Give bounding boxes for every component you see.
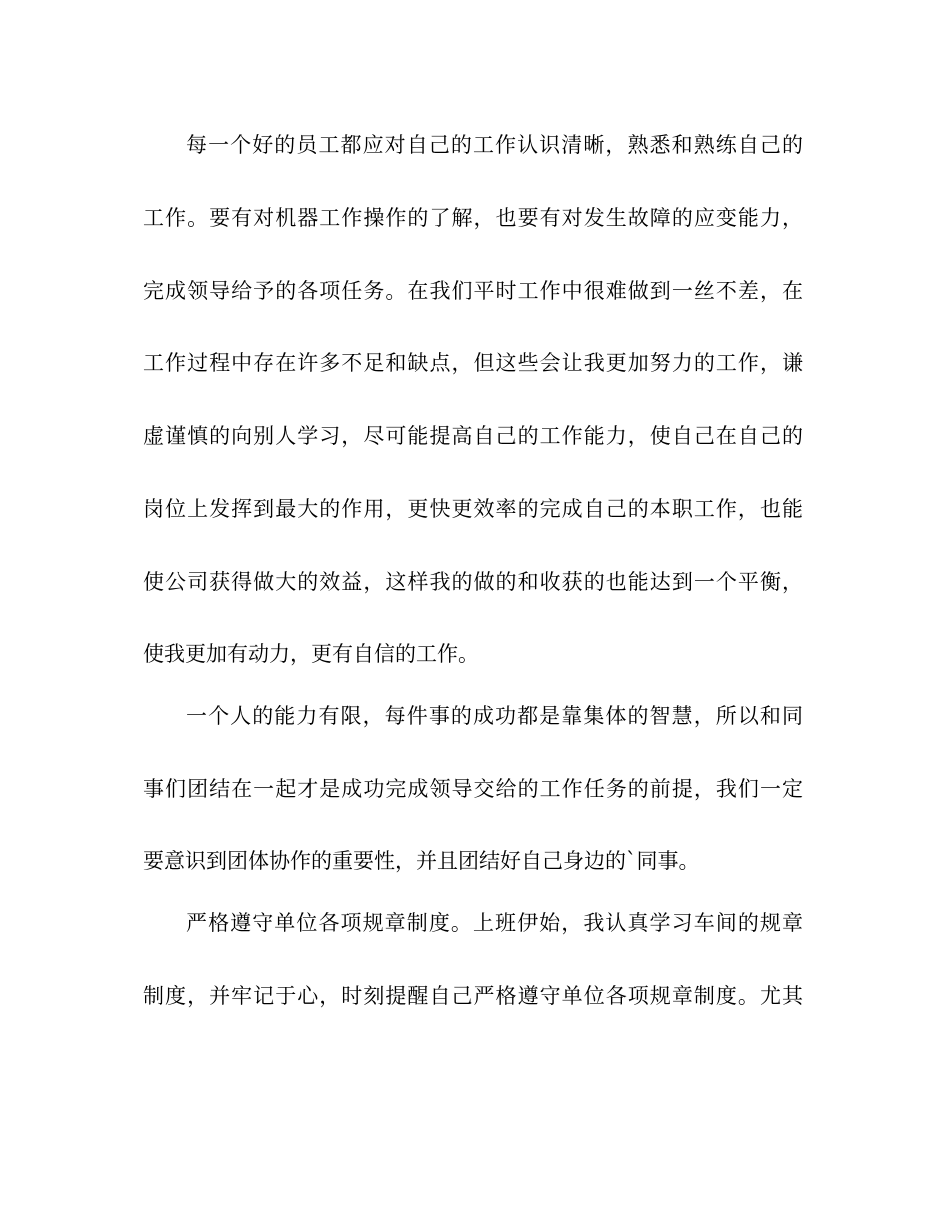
text-line: 工作。要有对机器工作操作的了解，也要有对发生故障的应变能力， xyxy=(143,206,803,230)
text-line: 使我更加有动力，更有自信的工作。 xyxy=(143,642,479,666)
text-line: 工作过程中存在许多不足和缺点，但这些会让我更加努力的工作，谦 xyxy=(143,351,803,375)
text-line: 严格遵守单位各项规章制度。上班伊始，我认真学习车间的规章 xyxy=(186,911,803,935)
text-line: 虚谨慎的向别人学习，尽可能提高自己的工作能力，使自己在自己的 xyxy=(143,424,803,448)
text-line: 使公司获得做大的效益，这样我的做的和收获的也能达到一个平衡， xyxy=(143,570,803,594)
text-line: 要意识到团体协作的重要性，并且团结好自己身边的`同事。 xyxy=(143,849,700,873)
text-line: 制度，并牢记于心，时刻提醒自己严格遵守单位各项规章制度。尤其 xyxy=(143,984,803,1008)
text-line: 一个人的能力有限，每件事的成功都是靠集体的智慧，所以和同 xyxy=(186,704,803,728)
text-line: 完成领导给予的各项任务。在我们平时工作中很难做到一丝不差，在 xyxy=(143,279,803,303)
text-line: 岗位上发挥到最大的作用，更快更效率的完成自己的本职工作，也能 xyxy=(143,497,803,521)
text-line: 事们团结在一起才是成功完成领导交给的工作任务的前提，我们一定 xyxy=(143,777,803,801)
text-line: 每一个好的员工都应对自己的工作认识清晰，熟悉和熟练自己的 xyxy=(186,133,803,157)
